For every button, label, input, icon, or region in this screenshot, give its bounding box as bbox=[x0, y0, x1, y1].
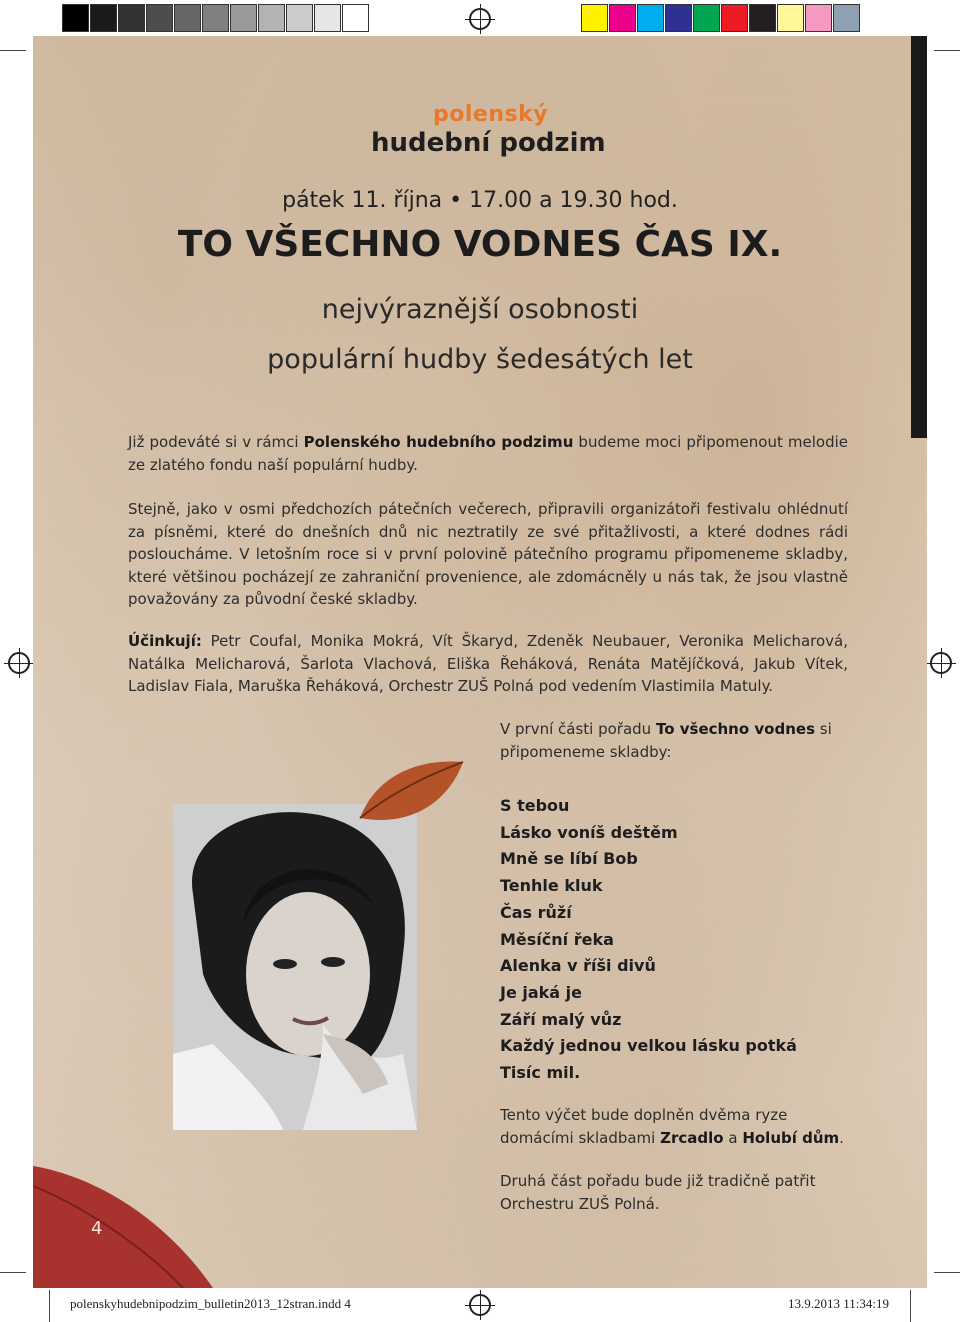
crop-mark bbox=[934, 50, 960, 51]
song-item: Lásko voníš deštěm bbox=[500, 822, 678, 842]
color-swatch bbox=[314, 4, 341, 32]
song-item: Je jaká je bbox=[500, 982, 582, 1002]
crop-mark bbox=[49, 1290, 50, 1322]
event-title: TO VŠECHNO VODNES ČAS IX. bbox=[177, 224, 783, 265]
logo-bottom-text: hudební podzim bbox=[371, 128, 606, 158]
description-paragraph: Stejně, jako v osmi předchozích pátečních večerech, připravili organizátoři festivalu ohlédnutí za písněmi, které do dnešních dnů nic neztratily ze své přitažlivosti, a které dodnes rádi posloucháme. V letošním roce si v první polovině pátečního programu připomeneme skladby, které většinou pocházejí ze zahraniční provenience, ale zdomácněly u nás tak, že jsou vlastně považovány za původní české skladby. bbox=[128, 500, 848, 608]
color-swatch bbox=[749, 4, 776, 32]
registration-mark-top bbox=[469, 8, 491, 30]
performers-label: Účinkují: bbox=[128, 632, 202, 650]
program-addition: Tento výčet bude doplněn dvěma ryze domácími skladbami Zrcadlo a Holubí dům. bbox=[500, 1106, 844, 1147]
autumn-leaf-image bbox=[355, 758, 465, 830]
color-swatch bbox=[665, 4, 692, 32]
festival-name: Polenského hudebního podzimu bbox=[303, 433, 574, 451]
registration-mark-left bbox=[8, 652, 30, 674]
song-item: Každý jednou velkou lásku potká bbox=[500, 1036, 797, 1056]
crop-mark bbox=[0, 1272, 26, 1273]
crop-mark bbox=[0, 50, 26, 51]
color-swatch bbox=[118, 4, 145, 32]
color-swatch bbox=[258, 4, 285, 32]
color-swatch bbox=[62, 4, 89, 32]
color-swatch bbox=[693, 4, 720, 32]
program-intro: V první části pořadu To všechno vodnes si připomeneme skladby: bbox=[500, 720, 832, 761]
song-item: Mně se líbí Bob bbox=[500, 849, 638, 869]
festival-logo bbox=[371, 102, 631, 162]
program-second-part: Druhá část pořadu bude již tradičně patřit Orchestru ZUŠ Polná. bbox=[500, 1172, 816, 1213]
performers-paragraph: Účinkují: Petr Coufal, Monika Mokrá, Vít Škaryd, Zdeněk Neubauer, Veronika Melicharová, Natálka Melicharová, Šarlota Vlachová, Eliška Řeháková, Renáta Matějíčková, Jakub Vítek, Ladislav Fiala, Maruška Řeháková, Orchestr ZUŠ Polná pod vedením Vlastimila Matuly. bbox=[128, 632, 848, 695]
page-number: 4 bbox=[91, 1218, 103, 1239]
crop-mark bbox=[934, 1272, 960, 1273]
event-date: pátek 11. října • 17.00 a 19.30 hod. bbox=[282, 188, 678, 213]
event-subtitle-line1: nejvýraznější osobnosti bbox=[321, 294, 639, 325]
footer-timestamp: 13.9.2013 11:34:19 bbox=[788, 1296, 889, 1311]
logo-top-text: polenský bbox=[433, 102, 549, 127]
portrait-illustration bbox=[173, 804, 417, 1130]
color-swatch bbox=[286, 4, 313, 32]
song-item: Tenhle kluk bbox=[500, 876, 603, 896]
corner-leaf-decoration bbox=[33, 1166, 213, 1288]
color-swatch bbox=[777, 4, 804, 32]
color-swatch bbox=[609, 4, 636, 32]
registration-mark-bottom bbox=[469, 1294, 491, 1316]
song-list bbox=[500, 793, 848, 1087]
gray-swatch-strip bbox=[62, 4, 370, 34]
color-swatch bbox=[342, 4, 369, 32]
crop-mark bbox=[910, 1290, 911, 1322]
color-swatch bbox=[146, 4, 173, 32]
color-swatch bbox=[581, 4, 608, 32]
registration-mark-right bbox=[930, 652, 952, 674]
bulletin-page bbox=[33, 36, 927, 1288]
color-swatch bbox=[90, 4, 117, 32]
singer-photo bbox=[173, 804, 417, 1130]
footer-filename: polenskyhudebnipodzim_bulletin2013_12stran.indd 4 bbox=[70, 1296, 351, 1311]
song-item: Měsíční řeka bbox=[500, 929, 614, 949]
color-swatch bbox=[721, 4, 748, 32]
color-swatch bbox=[805, 4, 832, 32]
color-swatch bbox=[833, 4, 860, 32]
intro-paragraph: Již podeváté si v rámci Polenského hudebního podzimu budeme moci připomenout melodie ze zlatého fondu naší populární hudby. bbox=[128, 433, 848, 474]
color-swatch bbox=[174, 4, 201, 32]
song-item: S tebou bbox=[500, 796, 570, 815]
color-swatch-strip bbox=[581, 4, 861, 34]
color-swatch bbox=[230, 4, 257, 32]
song-item: Čas růží bbox=[500, 902, 572, 922]
color-swatch bbox=[202, 4, 229, 32]
song-item: Tisíc mil. bbox=[500, 1063, 581, 1083]
song-item: Alenka v říši divů bbox=[500, 956, 656, 976]
song-item: Září malý vůz bbox=[500, 1009, 622, 1029]
color-swatch bbox=[637, 4, 664, 32]
event-subtitle-line2: populární hudby šedesátých let bbox=[267, 344, 693, 375]
